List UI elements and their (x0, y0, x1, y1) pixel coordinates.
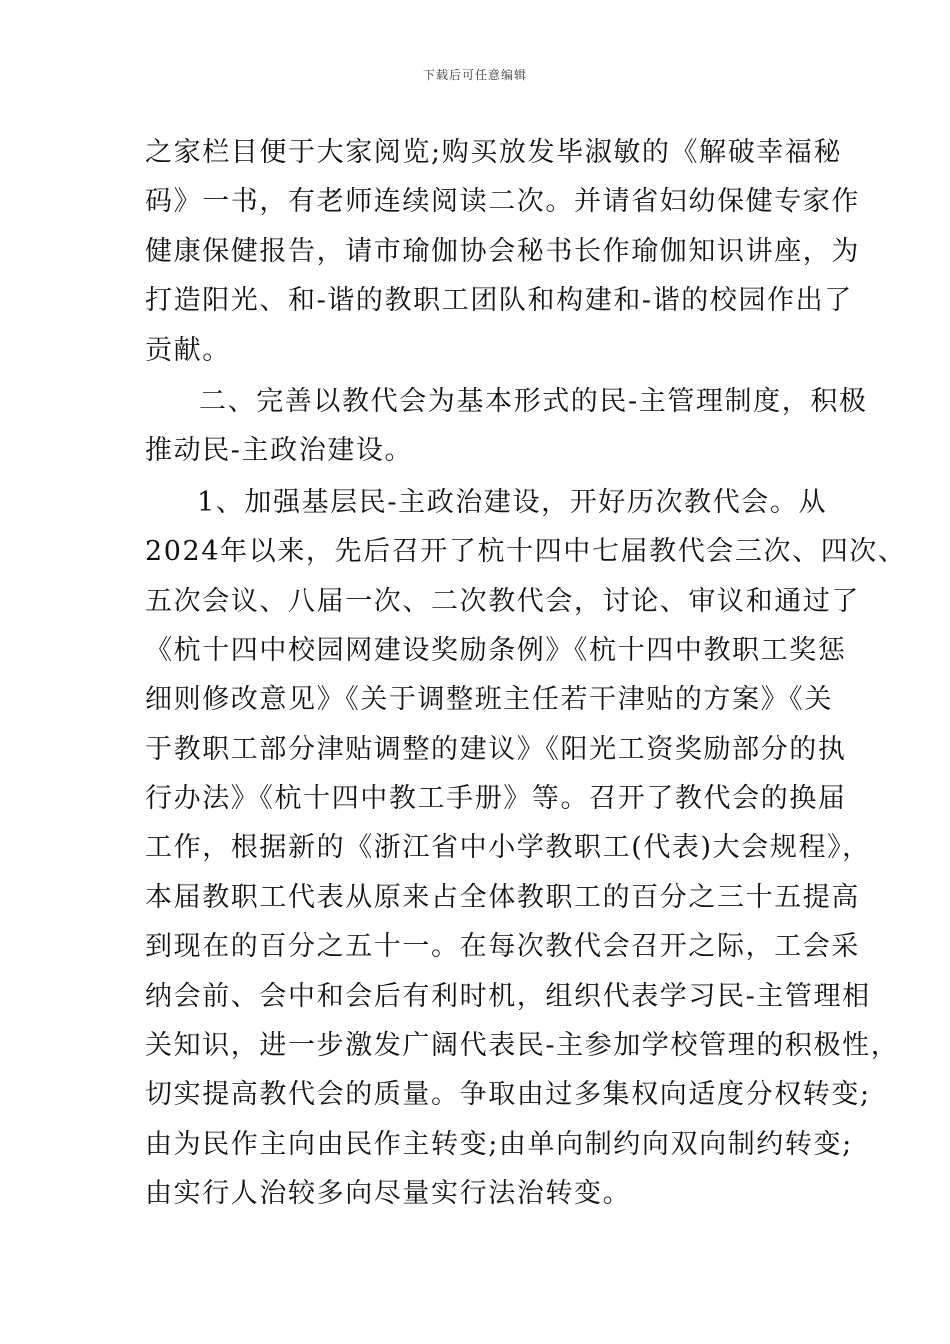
text-line: 打造阳光、和-谐的教职工团队和构建和-谐的校园作出了 (145, 285, 853, 317)
text-line: 贡献。 (145, 334, 231, 366)
text-line: 二、完善以教代会为基本形式的民-主管理制度，积极 (199, 385, 868, 417)
text-line: 于教职工部分津贴调整的建议》《阳光工资奖励部分的执 (145, 733, 847, 765)
paragraph-1 (145, 128, 860, 375)
paragraph-2-section-heading (145, 377, 868, 476)
text-line: 之家栏目便于大家阅览;购买放发毕淑敏的《解破幸福秘 (145, 137, 843, 168)
text-line: 本届教职工代表从原来占全体教职工的百分之三十五提高 (145, 881, 860, 913)
text-line: 到现在的百分之五十一。在每次教代会召开之际，工会采 (145, 931, 860, 963)
text-line: 五次会议、八届一次、二次教代会，讨论、审议和通过了 (145, 585, 860, 617)
text-line: 由为民作主向由民作主转变;由单向制约向双向制约转变; (145, 1128, 853, 1160)
text-line: 推动民-主政治建设。 (145, 435, 414, 467)
text-line: 2024年以来，先后召开了杭十四中七届教代会三次、四次、 (145, 536, 907, 568)
text-line: 细则修改意见》《关于调整班主任若干津贴的方案》《关 (145, 684, 833, 716)
text-line: 健康保健报告，请市瑜伽协会秘书长作瑜伽知识讲座，为 (145, 235, 860, 267)
text-line: 码》一书，有老师连续阅读二次。并请省妇幼保健专家作 (145, 186, 860, 218)
text-line: 由实行人治较多向尽量实行法治转变。 (145, 1178, 632, 1210)
text-line: 1、加强基层民-主政治建设，开好历次教代会。从 (197, 486, 828, 518)
document-body (145, 128, 907, 1219)
text-line: 工作，根据新的《浙江省中小学教职工(代表)大会规程》， (145, 832, 871, 864)
page-header: 下载后可任意编辑 (422, 68, 527, 82)
text-line: 切实提高教代会的质量。争取由过多集权向适度分权转变; (145, 1079, 871, 1111)
text-line: 纳会前、会中和会后有利时机，组织代表学习民-主管理相 (145, 980, 871, 1012)
paragraph-3 (145, 478, 907, 1219)
text-line: 关知识，进一步激发广阔代表民-主参加学校管理的积极性， (145, 1030, 900, 1062)
text-line: 行办法》《杭十四中教工手册》等。召开了教代会的换届 (145, 783, 847, 815)
text-line: 《杭十四中校园网建设奖励条例》《杭十四中教职工奖惩 (145, 634, 847, 666)
